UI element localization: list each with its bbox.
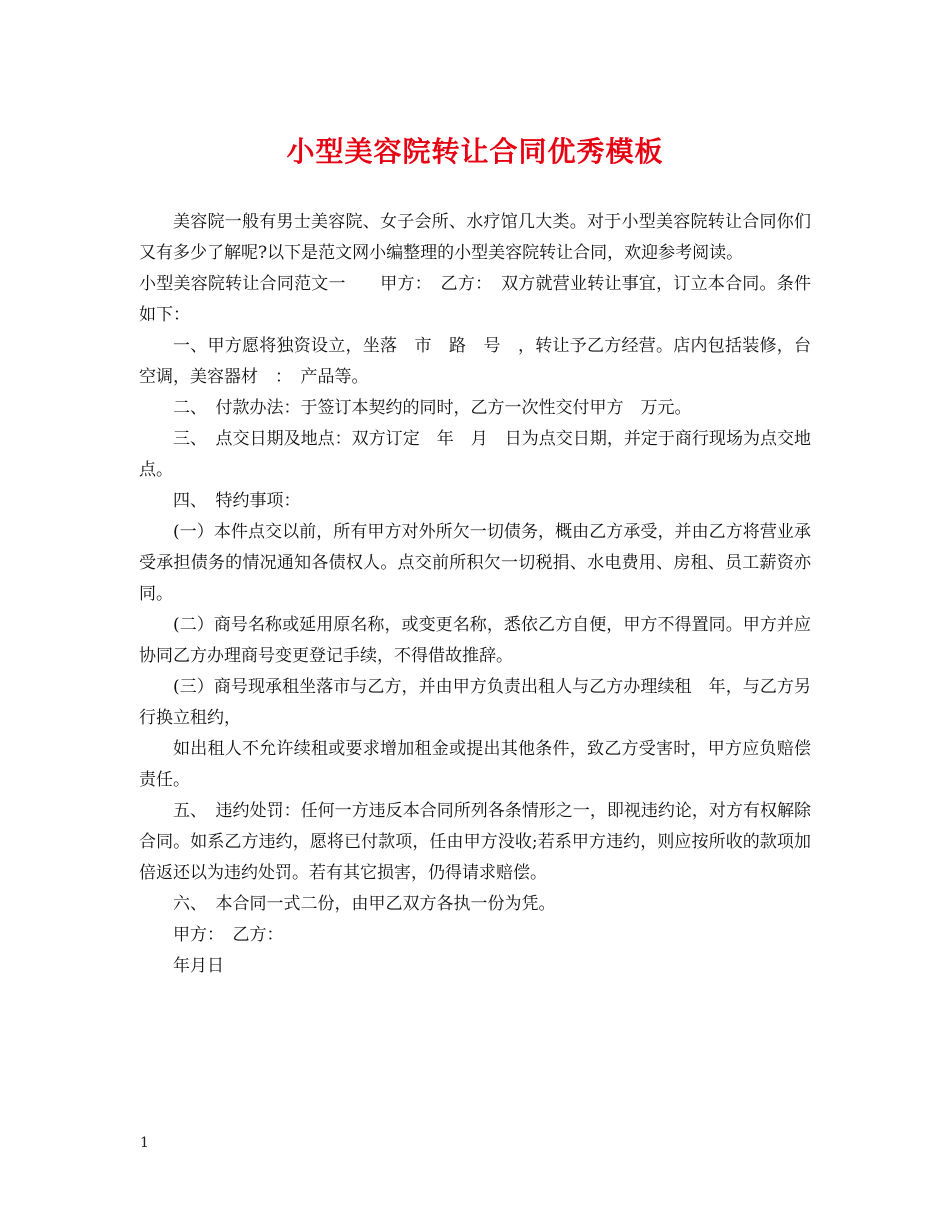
contract-heading-paragraph: 小型美容院转让合同范文一 甲方： 乙方： 双方就营业转让事宜，订立本合同。条件如下： bbox=[139, 274, 811, 325]
signature-line: 甲方： 乙方： bbox=[173, 925, 284, 945]
clause-1: 一、甲方愿将独资设立，坐落 市 路 号 ，转让予乙方经营。店内包括装修，台空调，美容器材 ： 产品等。 bbox=[139, 336, 811, 387]
special-item-3-continued: 如出租人不允许续租或要求增加租金或提出其他条件，致乙方受害时，甲方应负赔偿责任。 bbox=[139, 739, 811, 790]
clause-6: 六、 本合同一式二份，由甲乙双方各执一份为凭。 bbox=[173, 894, 556, 914]
clause-5: 五、 违约处罚：任何一方违反本合同所列各条情形之一，即视违约论，对方有权解除合同。如系乙方违约，愿将已付款项，任由甲方没收;若系甲方违约，则应按所收的款项加倍返还以为违约处罚。若有其它损害，仍得请求赔偿。 bbox=[139, 801, 811, 883]
special-item-3: (三）商号现承租坐落市与乙方，并由甲方负责出租人与乙方办理续租 年，与乙方另行换立租约， bbox=[139, 677, 811, 728]
date-line: 年月日 bbox=[173, 956, 224, 976]
intro-paragraph: 美容院一般有男士美容院、女子会所、水疗馆几大类。对于小型美容院转让合同你们又有多少了解呢?以下是范文网小编整理的小型美容院转让合同，欢迎参考阅读。 bbox=[139, 212, 811, 263]
special-item-1: (一）本件点交以前，所有甲方对外所欠一切债务，概由乙方承受，并由乙方将营业承受承担债务的情况通知各债权人。点交前所积欠一切税捐、水电费用、房租、员工薪资亦同。 bbox=[139, 522, 811, 604]
clause-2: 二、 付款办法：于签订本契约的同时，乙方一次性交付甲方 万元。 bbox=[173, 398, 692, 418]
document-title: 小型美容院转让合同优秀模板 bbox=[286, 135, 664, 168]
document-body bbox=[139, 207, 811, 982]
special-item-2: (二）商号名称或延用原名称，或变更名称，悉依乙方自便，甲方不得置同。甲方并应协同乙方办理商号变更登记手续，不得借故推辞。 bbox=[139, 615, 811, 666]
page-number: 1 bbox=[140, 1135, 149, 1151]
clause-4: 四、 特约事项： bbox=[173, 491, 301, 511]
clause-3: 三、 点交日期及地点：双方订定 年 月 日为点交日期，并定于商行现场为点交地点。 bbox=[139, 429, 811, 480]
